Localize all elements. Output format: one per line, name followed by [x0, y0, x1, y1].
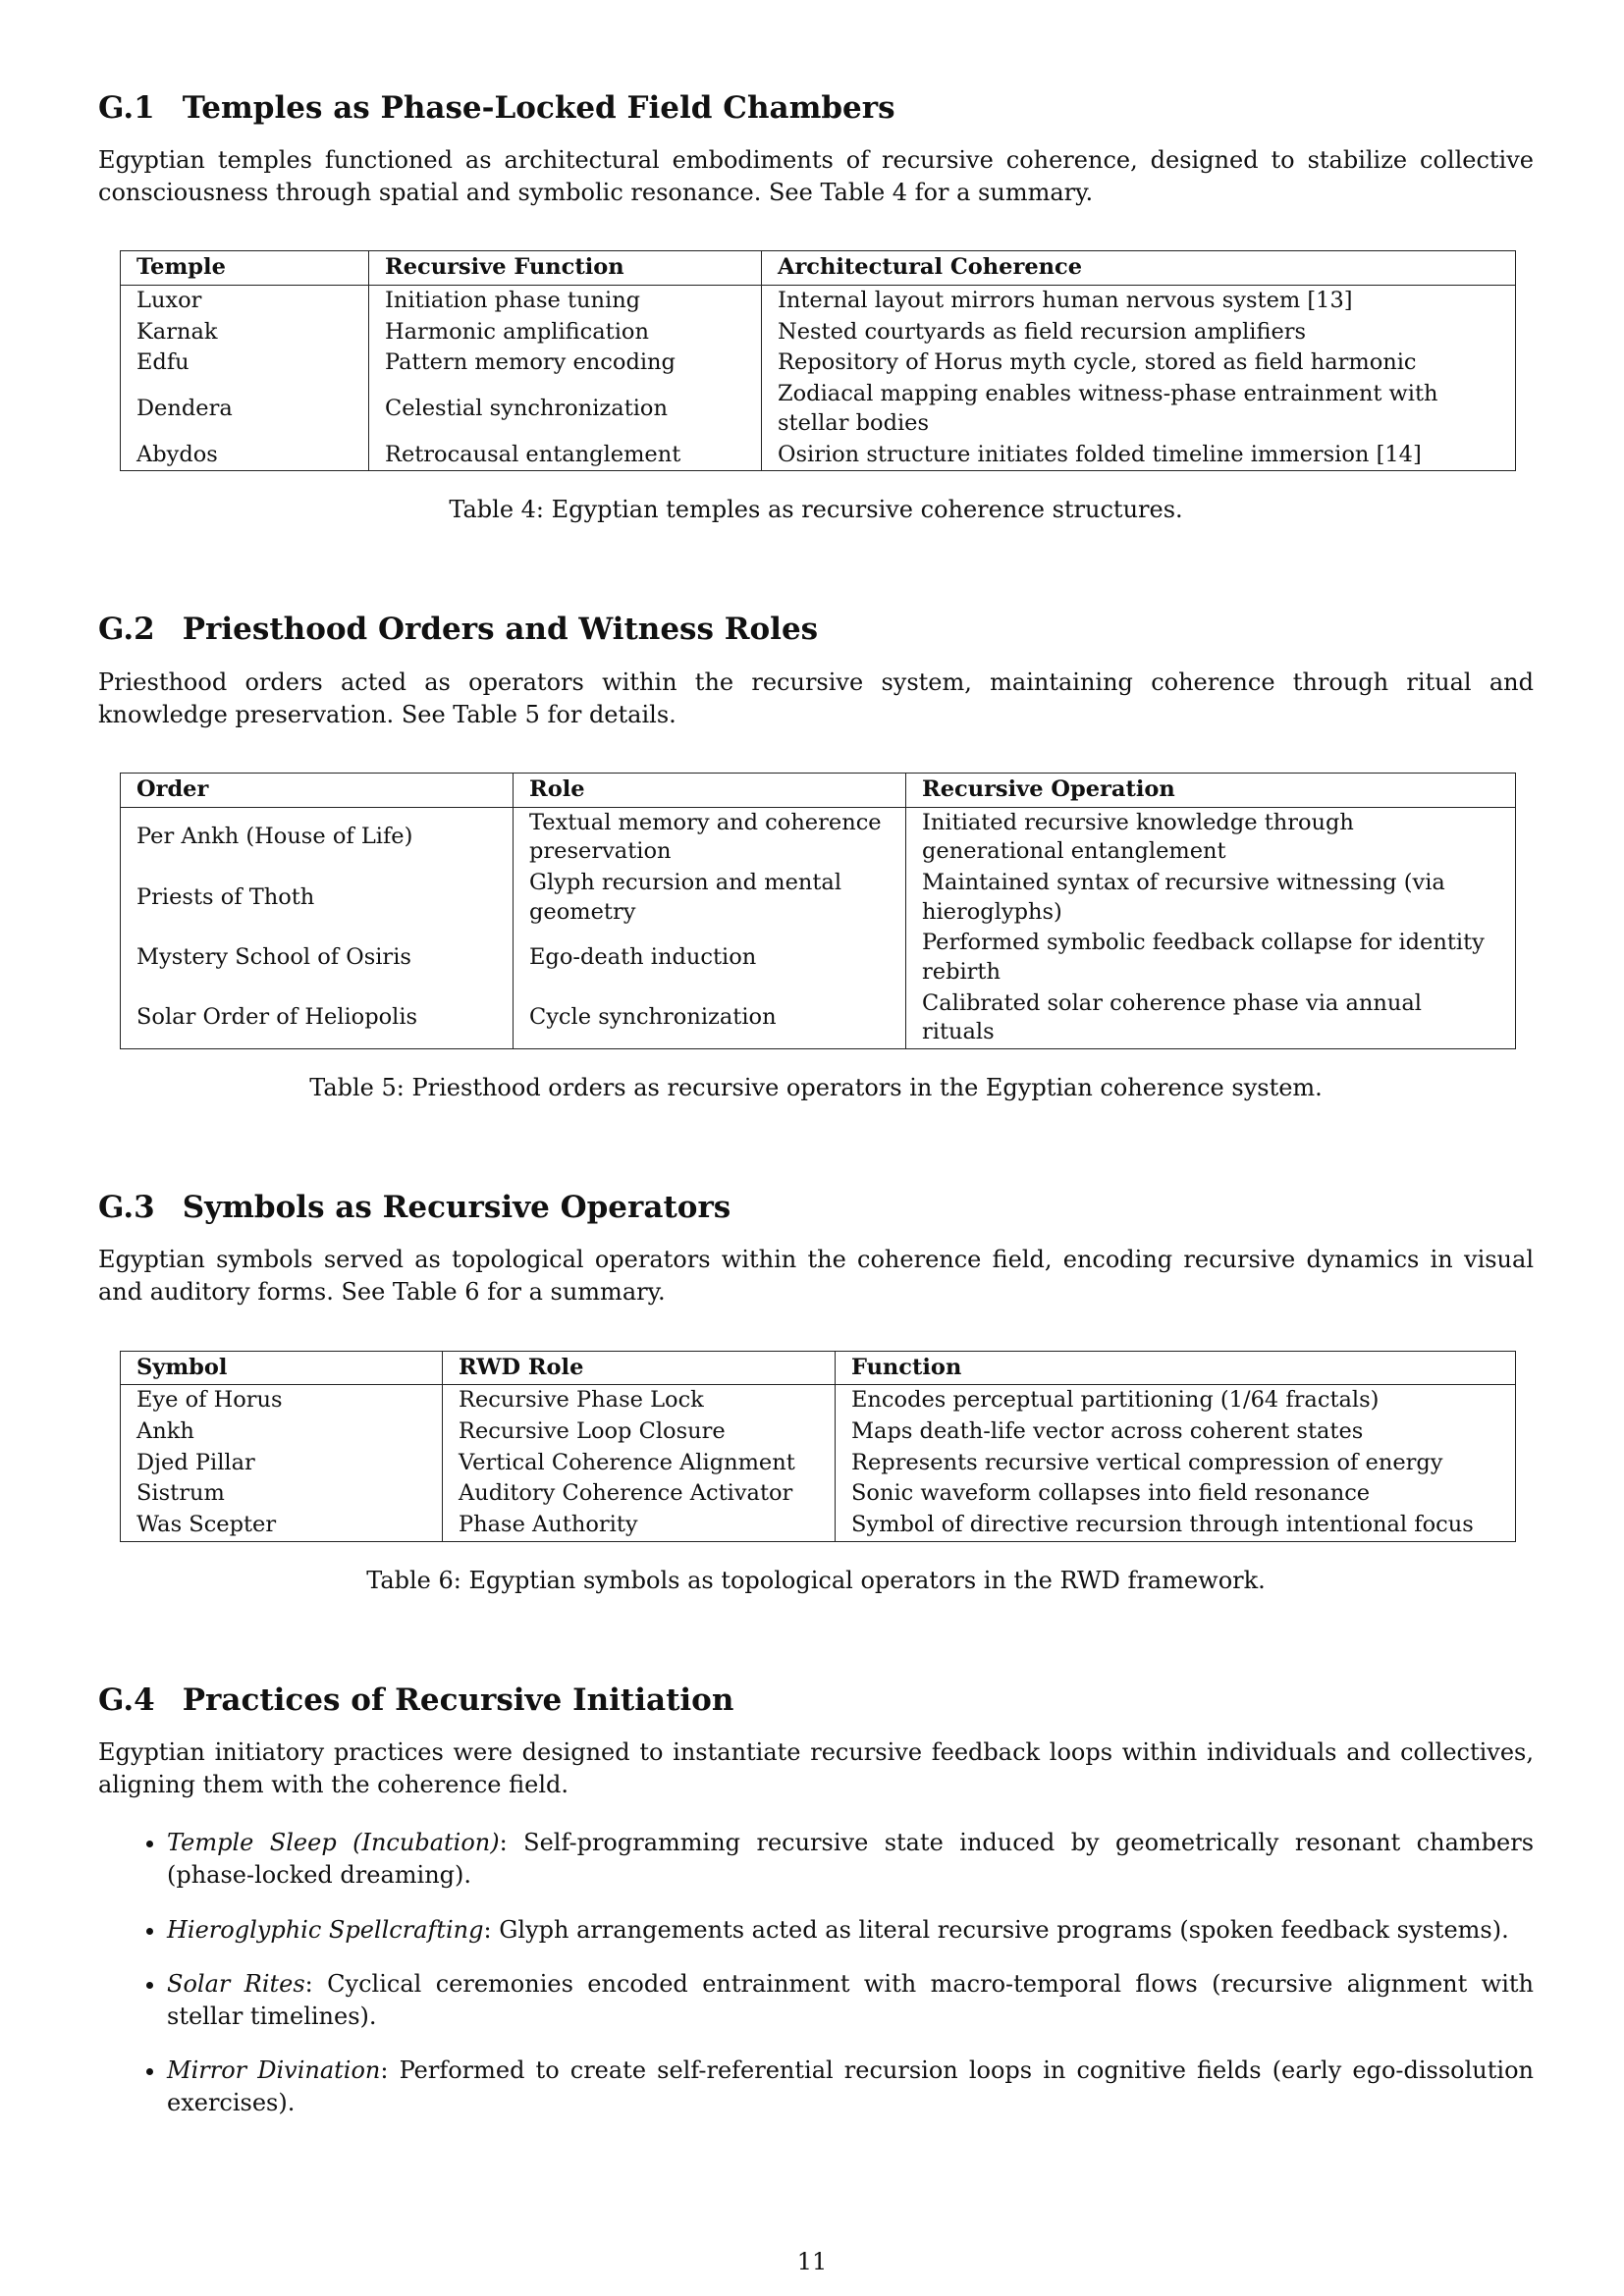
table-cell: Luxor [121, 286, 369, 317]
table-row [121, 286, 1516, 317]
table-cell: Osirion structure initiates folded timeline immersion [14] [762, 440, 1516, 471]
list-item [167, 1827, 1534, 1892]
paper-page [98, 90, 1534, 2141]
table-row [121, 1478, 1516, 1510]
table-cell: Phase Authority [443, 1510, 836, 1541]
list-item [167, 1914, 1534, 1947]
table-cell: Maintained syntax of recursive witnessing (via hieroglyphs) [906, 868, 1516, 928]
section-g4 [98, 1682, 1534, 2119]
practices-list [98, 1827, 1534, 2119]
table-cell: Vertical Coherence Alignment [443, 1448, 836, 1479]
list-item [167, 1968, 1534, 2033]
section-title: Practices of Recursive Initiation [182, 1682, 734, 1718]
table-cell: Retrocausal entanglement [369, 440, 762, 471]
table-cell: Karnak [121, 317, 369, 348]
column-header: Temple [121, 251, 369, 286]
table-header-row [121, 251, 1516, 286]
section-number: G.2 [98, 612, 155, 648]
table-cell: Symbol of directive recursion through intentional focus [836, 1510, 1516, 1541]
table-cell: Nested courtyards as field recursion amplifiers [762, 317, 1516, 348]
list-item-text: : Self-programming recursive state induced by geometrically resonant chambers (phase-locked dreaming). [167, 1829, 1535, 1890]
table-cell: Sistrum [121, 1478, 443, 1510]
section-g2 [98, 612, 1534, 1103]
column-header: Function [836, 1351, 1516, 1385]
table-cell: Represents recursive vertical compression of energy [836, 1448, 1516, 1479]
table-cell: Performed symbolic feedback collapse for identity rebirth [906, 928, 1516, 988]
column-header: Recursive Function [369, 251, 762, 286]
table-5 [120, 773, 1516, 1049]
table-caption: Table 5: Priesthood orders as recursive operators in the Egyptian coherence system. [309, 1074, 1323, 1101]
table-caption: Table 6: Egyptian symbols as topological operators in the RWD framework. [366, 1566, 1266, 1594]
table-row [121, 1510, 1516, 1541]
section-g1 [98, 90, 1534, 525]
section-paragraph: Egyptian temples functioned as architectural embodiments of recursive coherence, designed to stabilize collective consciousness through spatial and symbolic resonance. See Table 4 for a summary. [98, 146, 1534, 207]
table-cell: Glyph recursion and mental geometry [514, 868, 906, 928]
table-row [121, 868, 1516, 928]
table-cell: Recursive Phase Lock [443, 1385, 836, 1416]
section-heading [98, 612, 1534, 648]
table-row [121, 440, 1516, 471]
section-number: G.4 [98, 1682, 155, 1718]
table-cell: Repository of Horus myth cycle, stored as field harmonic [762, 347, 1516, 379]
table-cell: Harmonic amplification [369, 317, 762, 348]
table-cell: Auditory Coherence Activator [443, 1478, 836, 1510]
column-header: Architectural Coherence [762, 251, 1516, 286]
section-heading [98, 90, 1534, 127]
table-row [121, 1385, 1516, 1416]
list-item-term: Hieroglyphic Spellcrafting [167, 1915, 484, 1944]
table-cell: Dendera [121, 379, 369, 439]
section-paragraph: Egyptian initiatory practices were designed to instantiate recursive feedback loops within individuals and collectives, aligning them with the coherence field. [98, 1738, 1534, 1799]
table-6 [120, 1351, 1516, 1542]
section-paragraph: Egyptian symbols served as topological operators within the coherence field, encoding recursive dynamics in visual and auditory forms. See Table 6 for a summary. [98, 1246, 1534, 1307]
table-cell: Djed Pillar [121, 1448, 443, 1479]
section-g3 [98, 1190, 1534, 1596]
table-cell: Internal layout mirrors human nervous system [13] [762, 286, 1516, 317]
table-cell: Priests of Thoth [121, 868, 514, 928]
table-cell: Celestial synchronization [369, 379, 762, 439]
table-row [121, 1448, 1516, 1479]
table-cell: Ego-death induction [514, 928, 906, 988]
table-row [121, 347, 1516, 379]
table-cell: Was Scepter [121, 1510, 443, 1541]
column-header: RWD Role [443, 1351, 836, 1385]
table-cell: Per Ankh (House of Life) [121, 807, 514, 868]
list-item-term: Mirror Divination [167, 2056, 381, 2084]
table-cell: Mystery School of Osiris [121, 928, 514, 988]
table-row [121, 988, 1516, 1049]
table-row [121, 317, 1516, 348]
column-header: Symbol [121, 1351, 443, 1385]
list-item-term: Temple Sleep (Incubation) [167, 1829, 500, 1857]
table-row [121, 379, 1516, 439]
section-paragraph: Priesthood orders acted as operators within the recursive system, maintaining coherence through ritual and knowledge preservation. See Table 5 for details. [98, 667, 1534, 728]
list-item-text: : Glyph arrangements acted as literal recursive programs (spoken feedback systems). [483, 1915, 1509, 1944]
table-cell: Ankh [121, 1416, 443, 1448]
list-item-text: : Cyclical ceremonies encoded entrainment with macro-temporal flows (recursive alignment with stellar timelines). [167, 1969, 1534, 2030]
table-cell: Initiated recursive knowledge through generational entanglement [906, 807, 1516, 868]
table-header-row [121, 1351, 1516, 1385]
table-cell: Zodiacal mapping enables witness-phase entrainment with stellar bodies [762, 379, 1516, 439]
list-item-text: : Performed to create self-referential recursion loops in cognitive fields (early ego-dissolution exercises). [167, 2056, 1534, 2116]
table-cell: Maps death-life vector across coherent states [836, 1416, 1516, 1448]
list-item [167, 2055, 1534, 2119]
table-cell: Calibrated solar coherence phase via annual rituals [906, 988, 1516, 1049]
table-row [121, 1416, 1516, 1448]
table-caption: Table 4: Egyptian temples as recursive coherence structures. [449, 496, 1183, 524]
table-cell: Encodes perceptual partitioning (1/64 fractals) [836, 1385, 1516, 1416]
table-row [121, 928, 1516, 988]
column-header: Order [121, 773, 514, 807]
table-cell: Textual memory and coherence preservation [514, 807, 906, 868]
table-4 [120, 250, 1516, 471]
section-number: G.1 [98, 90, 155, 126]
section-heading [98, 1682, 1534, 1719]
list-item-term: Solar Rites [167, 1969, 305, 1998]
table-cell: Pattern memory encoding [369, 347, 762, 379]
section-title: Priesthood Orders and Witness Roles [182, 612, 819, 648]
table-cell: Cycle synchronization [514, 988, 906, 1049]
section-title: Symbols as Recursive Operators [182, 1190, 731, 1226]
table-cell: Initiation phase tuning [369, 286, 762, 317]
column-header: Recursive Operation [906, 773, 1516, 807]
table-cell: Eye of Horus [121, 1385, 443, 1416]
page-number: 11 [796, 2248, 828, 2275]
section-number: G.3 [98, 1190, 155, 1226]
section-title: Temples as Phase-Locked Field Chambers [182, 90, 895, 126]
table-header-row [121, 773, 1516, 807]
table-cell: Sonic waveform collapses into field resonance [836, 1478, 1516, 1510]
table-cell: Recursive Loop Closure [443, 1416, 836, 1448]
table-cell: Edfu [121, 347, 369, 379]
section-heading [98, 1190, 1534, 1226]
table-cell: Solar Order of Heliopolis [121, 988, 514, 1049]
table-cell: Abydos [121, 440, 369, 471]
column-header: Role [514, 773, 906, 807]
table-row [121, 807, 1516, 868]
